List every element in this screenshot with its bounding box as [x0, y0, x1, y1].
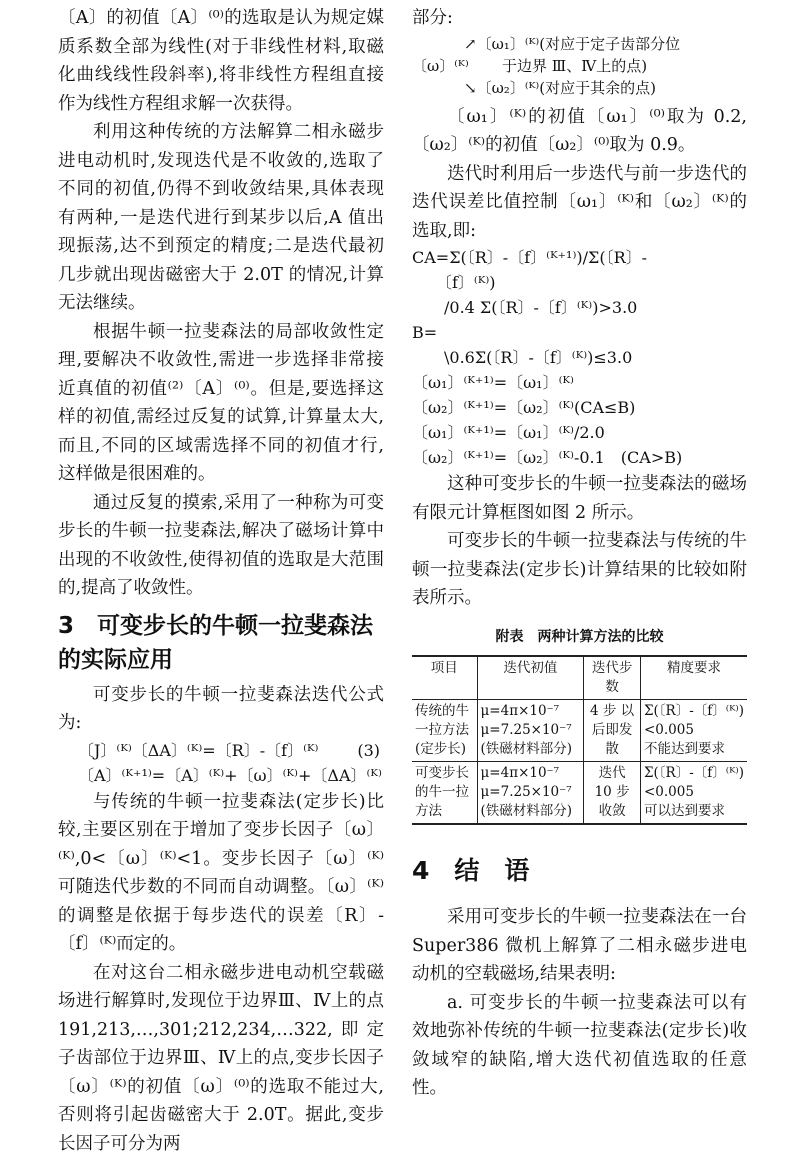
- cell-line: Σ(〔R〕-〔f〕⁽ᴷ⁾): [644, 702, 744, 721]
- table-header: 迭代初值: [477, 656, 584, 700]
- paragraph: a. 可变步长的牛顿一拉斐森法可以有效地弥补传统的牛顿一拉斐森法(定步长)收敛域窄的缺陷,增大迭代初值选取的任意性。: [412, 989, 747, 1103]
- section-heading-3: 3 可变步长的牛顿一拉斐森法的实际应用: [58, 609, 384, 677]
- table-cell-init: [477, 762, 584, 825]
- paragraph: 可变步长的牛顿一拉斐森法与传统的牛顿一拉斐森法(定步长)计算结果的比较如附表所示。: [412, 527, 747, 613]
- paragraph: 〔ω₁〕⁽ᴷ⁾的初值〔ω₁〕⁽⁰⁾取为 0.2,〔ω₂〕⁽ᴷ⁾的初值〔ω₂〕⁽⁰⁾取为 0.9。: [412, 103, 747, 160]
- cell-line: 方法: [415, 802, 474, 821]
- equation-line: B=: [412, 320, 747, 345]
- paragraph: 迭代时利用后一步迭代与前一步迭代的迭代误差比值控制〔ω₁〕⁽ᴷ⁾和〔ω₂〕⁽ᴷ⁾的选取,即:: [412, 160, 747, 246]
- table-header: 精度要求: [640, 656, 747, 700]
- equation-line: 〔ω₁〕⁽ᴷ⁺¹⁾=〔ω₁〕⁽ᴷ⁾: [412, 370, 747, 395]
- table-header: 迭代步数: [584, 656, 641, 700]
- cell-line: 的牛一拉: [415, 783, 474, 802]
- table-cell-steps: [584, 762, 641, 825]
- cell-line: 后即发: [587, 721, 637, 740]
- paragraph: 根据牛顿一拉斐森法的局部收敛性定理,要解决不收敛性,需进一步选择非常接近真值的初值⁽²⁾〔A〕⁽⁰⁾。但是,要选择这样的初值,需经过反复的试算,计算量太大,而且,不同的区域需选择不同的初值才行,这样做是很困难的。: [58, 318, 384, 489]
- paragraph: 〔A〕的初值〔A〕⁽⁰⁾的选取是认为规定媒质系数全部为线性(对于非线性材料,取磁化曲线线性段斜率),将非线性方程组直接作为线性方程组求解一次获得。: [58, 4, 384, 118]
- cell-line: Σ(〔R〕-〔f〕⁽ᴷ⁾): [644, 764, 744, 783]
- paragraph: 可变步长的牛顿一拉斐森法迭代公式为:: [58, 681, 384, 738]
- table-row: [412, 762, 747, 825]
- equation-body: 〔J〕⁽ᴷ⁾〔ΔA〕⁽ᴷ⁾=〔R〕-〔f〕⁽ᴷ⁾: [78, 741, 318, 760]
- cell-line: μ=7.25×10⁻⁷: [481, 783, 581, 802]
- equation-3: [58, 738, 384, 763]
- cell-line: 不能达到要求: [644, 740, 744, 759]
- cell-line: (铁磁材料部分): [481, 740, 581, 759]
- paragraph: 这种可变步长的牛顿一拉斐森法的磁场有限元计算框图如图 2 所示。: [412, 470, 747, 527]
- table-header: 项目: [412, 656, 477, 700]
- cell-line: 散: [587, 740, 637, 759]
- cell-line: 4 步 以: [587, 702, 637, 721]
- paragraph: 在对这台二相永磁步进电动机空载磁场进行解算时,发现位于边界Ⅲ、Ⅳ上的点191,213,…,301;212,234,…322,即定子齿部位于边界Ⅲ、Ⅳ上的点,变步长因子〔ω〕⁽ᴷ⁾的初值〔ω〕⁽⁰⁾的选取不能过大,否则将引起齿磁密大于 2.0T。据此,变步长因子可分为两: [58, 959, 384, 1158]
- equation-line: 〔f〕⁽ᴷ⁾): [412, 270, 747, 295]
- equation-line: 〔ω₁〕⁽ᴷ⁺¹⁾=〔ω₁〕⁽ᴷ⁾/2.0: [412, 420, 747, 445]
- table-cell-item: [412, 700, 477, 762]
- equation-line: 〔ω₂〕⁽ᴷ⁺¹⁾=〔ω₂〕⁽ᴷ⁾(CA≤B): [412, 395, 747, 420]
- cell-line: 传统的牛: [415, 702, 474, 721]
- branch-lower: ↘〔ω₂〕⁽ᴷ⁾(对应于其余的点): [464, 77, 656, 99]
- table-cell-steps: [584, 700, 641, 762]
- paragraph: 与传统的牛顿一拉斐森法(定步长)比较,主要区别在于增加了变步长因子〔ω〕⁽ᴷ⁾,0<〔ω〕⁽ᴷ⁾<1。变步长因子〔ω〕⁽ᴷ⁾可随迭代步数的不同而自动调整。〔ω〕⁽ᴷ⁾的调整是依据于每步迭代的误差〔R〕-〔f〕⁽ᴷ⁾而定的。: [58, 788, 384, 959]
- paragraph: 采用可变步长的牛顿一拉斐森法在一台 Super386 微机上解算了二相永磁步进电动机的空载磁场,结果表明:: [412, 903, 747, 989]
- right-column: [412, 4, 747, 1103]
- table-caption: 附表 两种计算方法的比较: [412, 623, 747, 652]
- equation-line: 〔ω₂〕⁽ᴷ⁺¹⁾=〔ω₂〕⁽ᴷ⁾-0.1 (CA>B): [412, 445, 747, 470]
- table-cell-item: [412, 762, 477, 825]
- equation-line: /0.4 Σ(〔R〕-〔f〕⁽ᴷ⁾)>3.0: [412, 295, 747, 320]
- cell-line: 收敛: [587, 802, 637, 821]
- table-cell-precision: [640, 700, 747, 762]
- cell-line: μ=4π×10⁻⁷: [481, 764, 581, 783]
- table-header-row: [412, 656, 747, 700]
- paragraph: 通过反复的摸索,采用了一种称为可变步长的牛顿一拉斐森法,解决了磁场计算中出现的不收敛性,使得初值的选取是大范围的,提高了收敛性。: [58, 489, 384, 603]
- table-cell-init: [477, 700, 584, 762]
- cell-line: (定步长): [415, 740, 474, 759]
- equation-block: [412, 245, 747, 470]
- cell-line: μ=4π×10⁻⁷: [481, 702, 581, 721]
- cell-line: 一拉方法: [415, 721, 474, 740]
- cell-line: <0.005: [644, 783, 744, 802]
- branch-upper: ↗〔ω₁〕⁽ᴷ⁾(对应于定子齿部分位: [464, 33, 680, 55]
- cell-line: μ=7.25×10⁻⁷: [481, 721, 581, 740]
- equation: 〔A〕⁽ᴷ⁺¹⁾=〔A〕⁽ᴷ⁾+〔ω〕⁽ᴷ⁾+〔ΔA〕⁽ᴷ⁾: [58, 763, 384, 788]
- comparison-table: [412, 655, 747, 825]
- paragraph: 部分:: [412, 4, 747, 33]
- cell-line: 可变步长: [415, 764, 474, 783]
- branch-upper-cont: 于边界 Ⅲ、Ⅳ上的点): [502, 55, 647, 77]
- paragraph: 利用这种传统的方法解算二相永磁步进电动机时,发现迭代是不收敛的,选取了不同的初值,仍得不到收敛结果,具体表现有两种,一是迭代进行到某步以后,A 值出现振荡,达不到预定的精度;二是迭代最初几步就出现齿磁密大于 2.0T 的情况,计算无法继续。: [58, 118, 384, 318]
- omega-branch-diagram: [412, 33, 747, 103]
- cell-line: 可以达到要求: [644, 802, 744, 821]
- cell-line: <0.005: [644, 721, 744, 740]
- branch-root: 〔ω〕⁽ᴷ⁾: [412, 55, 469, 77]
- cell-line: (铁磁材料部分): [481, 802, 581, 821]
- left-column: [58, 4, 384, 1158]
- table-row: [412, 700, 747, 762]
- table-cell-precision: [640, 762, 747, 825]
- equation-line: \0.6Σ(〔R〕-〔f〕⁽ᴷ⁾)≤3.0: [412, 345, 747, 370]
- cell-line: 10 步: [587, 783, 637, 802]
- section-heading-4: 4 结 语: [412, 851, 747, 891]
- equation-line: CA=Σ(〔R〕-〔f〕⁽ᴷ⁺¹⁾)/Σ(〔R〕-: [412, 245, 747, 270]
- equation-number: (3): [357, 738, 380, 763]
- cell-line: 迭代: [587, 764, 637, 783]
